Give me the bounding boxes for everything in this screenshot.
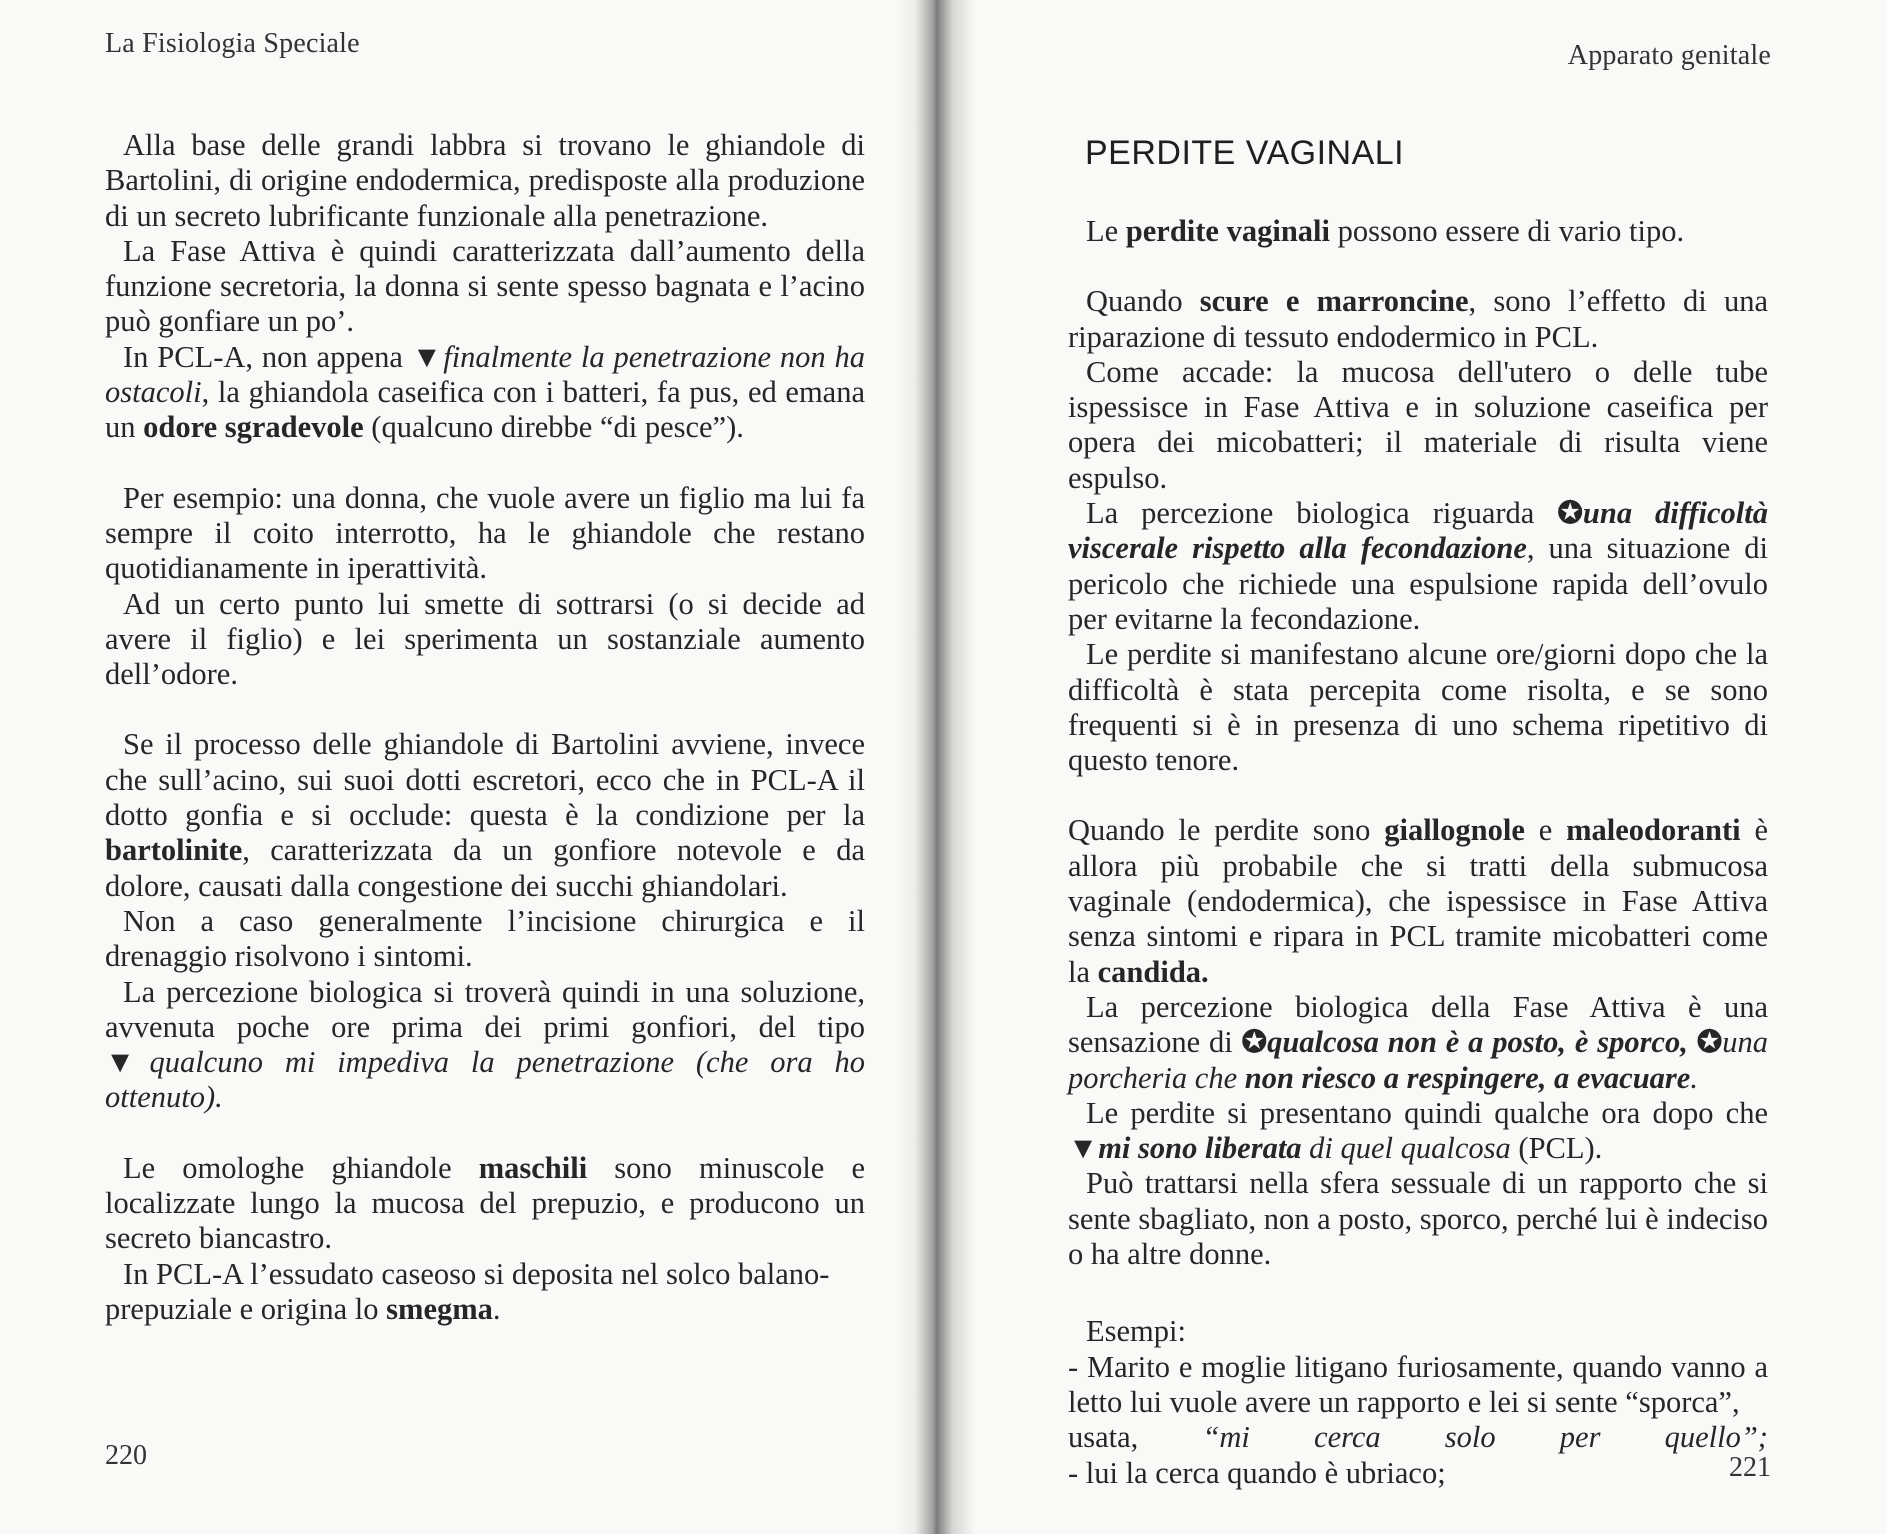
star-circle-icon: ✪ (1557, 496, 1583, 531)
paragraph: Ad un certo punto lui smette di sottrarsi (o si decide ad avere il figlio) e lei sperimenta un sostanziale aumento dell’odore. (105, 586, 865, 692)
left-page (0, 0, 930, 1534)
paragraph: La percezione biologica della Fase Attiva è una sensazione di ✪qualcosa non è a posto, è sporco, ✪una porcheria che non riesco a respingere, a evacuare. (1068, 989, 1769, 1095)
right-body (1068, 214, 1768, 1491)
list-item: - Marito e moglie litigano furiosamente, quando vanno a letto lui vuole avere un rapporto e lei si sente “sporca”, (1068, 1349, 1768, 1419)
examples-label: Esempi: (1086, 1314, 1186, 1349)
paragraph: Può trattarsi nella sfera sessuale di un rapporto che si sente sbagliato, non a posto, sporco, perché lui è indeciso o ha altre donne. (1068, 1166, 1768, 1272)
paragraph: Se il processo delle ghiandole di Bartolini avviene, invece che sull’acino, sui suoi dotti escretori, ecco che in PCL-A il dotto gonfia e si occlude: questa è la condizione per la bartolinite, caratterizzata da un gonfiore notevole e da dolore, causati dalla congestione dei succhi ghiandolari. (105, 727, 865, 903)
page-number-left: 220 (105, 1440, 147, 1471)
paragraph: La percezione biologica riguarda ✪una difficoltà viscerale rispetto alla fecondazione, una situazione di pericolo che richiede una espulsione rapida dell’ovulo per evitarne la fecondazione. (1068, 496, 1769, 636)
triangle-down-icon: ▼ (105, 1045, 150, 1080)
paragraph: Le perdite vaginali possono essere di vario tipo. (1086, 214, 1685, 248)
left-body (105, 128, 865, 1327)
list-item-continuation: usata, “mi cerca solo per quello”; (1068, 1420, 1768, 1455)
right-page (930, 0, 1886, 1534)
star-circle-icon: ✪ (1241, 1025, 1268, 1060)
list-item: - lui la cerca quando è ubriaco; (1068, 1455, 1446, 1490)
paragraph: Le perdite si manifestano alcune ore/giorni dopo che la difficoltà è stata percepita come risolta, e se sono frequenti si è in presenza di uno schema ripetitivo di questo tenore. (1068, 637, 1768, 778)
page-number-right: 221 (1729, 1452, 1771, 1483)
paragraph: In PCL-A l’essudato caseoso si deposita nel solco balano-prepuziale e origina lo smegma. (105, 1256, 830, 1326)
paragraph: In PCL-A, non appena ▼finalmente la penetrazione non ha ostacoli, la ghiandola caseifica con i batteri, fa pus, ed emana un odore sgradevole (qualcuno direbbe “di pesce”). (105, 339, 866, 445)
chapter-title: PERDITE VAGINALI (1085, 134, 1405, 172)
paragraph: Quando scure e marroncine, sono l’effetto di una riparazione di tessuto endodermico in PCL. (1068, 284, 1768, 354)
paragraph: Come accade: la mucosa dell'utero o delle tube ispessisce in Fase Attiva e in soluzione caseifica per opera dei micobatteri; il materiale di risulta viene espulso. (1068, 354, 1768, 495)
paragraph: Quando le perdite sono giallognole e maleodoranti è allora più probabile che si tratti della submucosa vaginale (endodermica), che ispessisce in Fase Attiva senza sintomi e ripara in PCL tramite micobatteri come la candida. (1068, 813, 1768, 989)
star-circle-icon: ✪ (1696, 1025, 1723, 1060)
paragraph: La percezione biologica si troverà quindi in una soluzione, avvenuta poche ore prima dei primi gonfiori, del tipo ▼qualcuno mi impediva la penetrazione (che ora ho ottenuto). (105, 974, 865, 1115)
running-head-left: La Fisiologia Speciale (105, 28, 360, 59)
paragraph: Le perdite si presentano quindi qualche ora dopo che ▼mi sono liberata di quel qualcosa (PCL). (1068, 1095, 1768, 1166)
paragraph: Alla base delle grandi labbra si trovano le ghiandole di Bartolini, di origine endodermica, predisposte alla produzione di un secreto lubrificante funzionale alla penetrazione. (105, 128, 865, 233)
triangle-down-icon: ▼ (411, 339, 444, 374)
triangle-down-icon: ▼ (1068, 1131, 1099, 1166)
paragraph: Le omologhe ghiandole maschili sono minuscole e localizzate lungo la mucosa del prepuzio, e producono un secreto biancastro. (105, 1150, 865, 1256)
paragraph: Non a caso generalmente l’incisione chirurgica e il drenaggio risolvono i sintomi. (105, 903, 865, 974)
paragraph: Per esempio: una donna, che vuole avere un figlio ma lui fa sempre il coito interrotto, ha le ghiandole che restano quotidianamente in iperattività. (105, 480, 865, 586)
running-head-right: Apparato genitale (1567, 40, 1771, 71)
paragraph: La Fase Attiva è quindi caratterizzata dall’aumento della funzione secretoria, la donna si sente spesso bagnata e l’acino può gonfiare un po’. (105, 233, 865, 339)
